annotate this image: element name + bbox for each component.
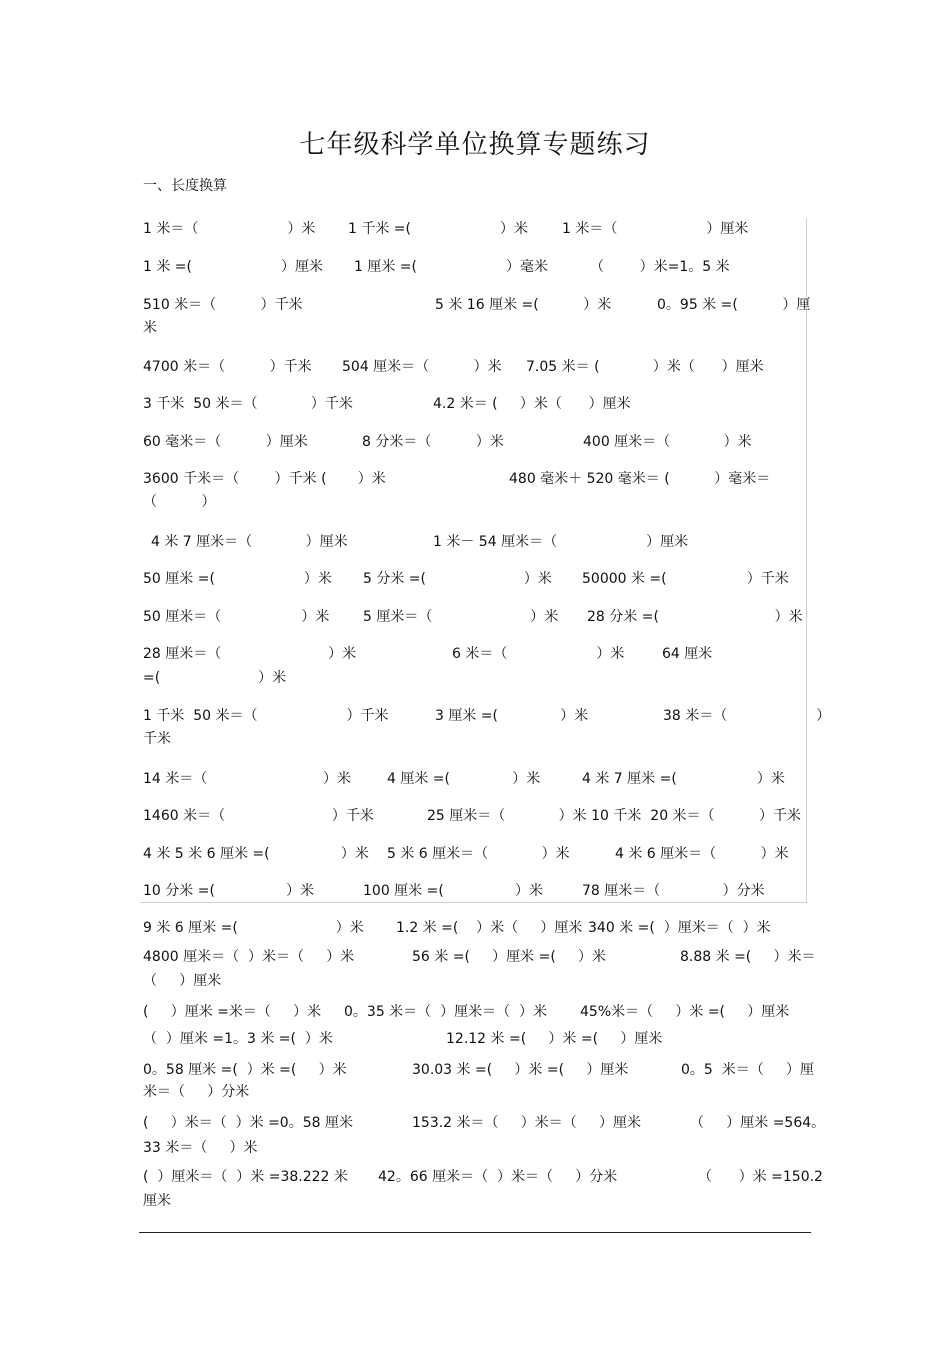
exercise-item: 4 米 5 米 6 厘米 =( ）米 bbox=[143, 846, 369, 862]
exercise-item: 4 米 6 厘米＝（ ）米 bbox=[615, 846, 789, 862]
section-heading: 一、长度换算 bbox=[143, 178, 227, 194]
exercise-item: 1 米＝（ ）米 bbox=[143, 221, 316, 237]
exercise-item: 3600 千米＝（ ）千米 ( ）米 bbox=[143, 471, 386, 487]
exercise-item: 28 分米 =( ）米 bbox=[587, 609, 803, 625]
exercise-item: 4.2 米＝ ( ）米（ ）厘米 bbox=[433, 396, 631, 412]
exercise-item: 510 米＝（ ）千米 bbox=[143, 297, 303, 313]
exercise-item: 100 厘米 =( ）米 bbox=[363, 883, 544, 899]
exercise-item: 厘米 bbox=[143, 1193, 171, 1209]
exercise-item: 4 厘米 =( ）米 bbox=[387, 771, 541, 787]
exercise-item: 42。66 厘米＝（ ）米＝（ ）分米 bbox=[378, 1169, 618, 1185]
exercise-item: 50 厘米＝（ ）米 bbox=[143, 609, 330, 625]
exercise-item: 米＝（ ）分米 bbox=[143, 1084, 250, 1100]
exercise-item: 5 米 6 厘米＝（ ）米 bbox=[387, 846, 570, 862]
exercise-item: 10 分米 =( ）米 bbox=[143, 883, 315, 899]
exercise-item: 50 厘米 =( ）米 bbox=[143, 571, 332, 587]
exercise-item: 0。95 米 =( ）厘 bbox=[657, 297, 811, 313]
exercise-item: 5 米 16 厘米 =( ）米 bbox=[435, 297, 612, 313]
exercise-item: 4 米 7 厘米＝（ ）厘米 bbox=[151, 534, 348, 550]
exercise-item: 8.88 米 =( ）米＝ bbox=[680, 949, 816, 965]
exercise-item: 400 厘米＝（ ）米 bbox=[583, 434, 752, 450]
exercise-item: 8 分米＝（ ）米 bbox=[362, 434, 504, 450]
exercise-item: 5 分米 =( ）米 bbox=[363, 571, 552, 587]
exercise-item: 60 毫米＝（ ）厘米 bbox=[143, 434, 308, 450]
exercise-item: 4 米 7 厘米 =( ）米 bbox=[582, 771, 785, 787]
exercise-item: 12.12 米 =( ）米 =( ）厘米 bbox=[446, 1031, 663, 1047]
exercise-item: 米 bbox=[143, 320, 157, 336]
exercise-item: （ ）米=1。5 米 bbox=[590, 259, 730, 275]
exercise-item: 25 厘米＝（ ）米 10 千米 20 米＝（ ）千米 bbox=[427, 808, 802, 824]
exercise-item: 153.2 米＝（ ）米＝（ ）厘米 bbox=[412, 1115, 642, 1131]
exercise-item: 33 米＝（ ）米 bbox=[143, 1140, 258, 1156]
exercise-item: （ ）厘米 =564。 bbox=[690, 1115, 826, 1131]
exercise-item: 1460 米＝（ ）千米 bbox=[143, 808, 374, 824]
exercise-item: =( ）米 bbox=[143, 670, 287, 686]
exercise-item: 1 米－ 54 厘米＝（ ）厘米 bbox=[433, 534, 689, 550]
exercise-item: 4700 米＝（ ）千米 bbox=[143, 359, 312, 375]
exercise-item: 7.05 米＝ ( ）米（ ）厘米 bbox=[526, 359, 764, 375]
exercise-item: ( ）厘米＝（ ）米 =38.222 米 bbox=[143, 1169, 348, 1185]
exercise-item: 0。35 米＝（ ）厘米＝（ ）米 bbox=[344, 1004, 547, 1020]
exercise-item: 1.2 米 =( ）米（ ）厘米 bbox=[396, 920, 583, 936]
exercise-item: 28 厘米＝（ ）米 bbox=[143, 646, 357, 662]
exercise-item: （ ）米 =150.2 bbox=[698, 1169, 823, 1185]
exercise-item: 1 千米 50 米＝（ ）千米 bbox=[143, 708, 389, 724]
exercise-item: 9 米 6 厘米 =( ）米 bbox=[143, 920, 364, 936]
exercise-item: 45%米＝（ ）米 =( ）厘米 bbox=[580, 1004, 790, 1020]
exercise-item: 504 厘米＝（ ）米 bbox=[342, 359, 502, 375]
exercise-item: 1 厘米 =( ）毫米 bbox=[354, 259, 549, 275]
exercise-item: 3 千米 50 米＝（ ）千米 bbox=[143, 396, 353, 412]
exercise-item: ( ）米＝（ ）米 =0。58 厘米 bbox=[143, 1115, 353, 1131]
exercise-item: （ ）厘米 bbox=[143, 973, 222, 989]
exercise-frame bbox=[140, 218, 807, 903]
exercise-item: 14 米＝（ ）米 bbox=[143, 771, 351, 787]
exercise-item: 4800 厘米＝（ ）米＝（ ）米 bbox=[143, 949, 355, 965]
exercise-item: 千米 bbox=[143, 731, 171, 747]
exercise-item: 30.03 米 =( ）米 =( ）厘米 bbox=[412, 1062, 629, 1078]
exercise-item: 1 米 =( ）厘米 bbox=[143, 259, 324, 275]
exercise-item: 64 厘米 bbox=[662, 646, 713, 662]
exercise-item: （ ）厘米 =1。3 米 =( ）米 bbox=[143, 1031, 333, 1047]
exercise-item: 38 米＝（ ） bbox=[663, 708, 831, 724]
exercise-item: 5 厘米＝（ ）米 bbox=[363, 609, 559, 625]
exercise-item: 1 米＝（ ）厘米 bbox=[562, 221, 749, 237]
exercise-item: 50000 米 =( ）千米 bbox=[582, 571, 789, 587]
exercise-item: 6 米＝（ ）米 bbox=[452, 646, 625, 662]
exercise-item: 56 米 =( ）厘米 =( ）米 bbox=[412, 949, 607, 965]
footer-rule bbox=[139, 1232, 811, 1233]
exercise-item: 3 厘米 =( ）米 bbox=[435, 708, 589, 724]
exercise-item: 78 厘米＝（ ）分米 bbox=[582, 883, 765, 899]
exercise-item: 480 毫米＋ 520 毫米＝ ( ）毫米＝ bbox=[509, 471, 771, 487]
exercise-item: 1 千米 =( ）米 bbox=[348, 221, 529, 237]
exercise-item: ( ）厘米 =米＝（ ）米 bbox=[143, 1004, 322, 1020]
page-title: 七年级科学单位换算专题练习 bbox=[299, 130, 651, 160]
exercise-item: 340 米 =( ）厘米＝（ ）米 bbox=[588, 920, 771, 936]
exercise-item: 0。58 厘米 =( ）米 =( ）米 bbox=[143, 1062, 347, 1078]
exercise-item: 0。5 米＝（ ）厘 bbox=[681, 1062, 814, 1078]
exercise-item: （ ） bbox=[143, 494, 216, 510]
